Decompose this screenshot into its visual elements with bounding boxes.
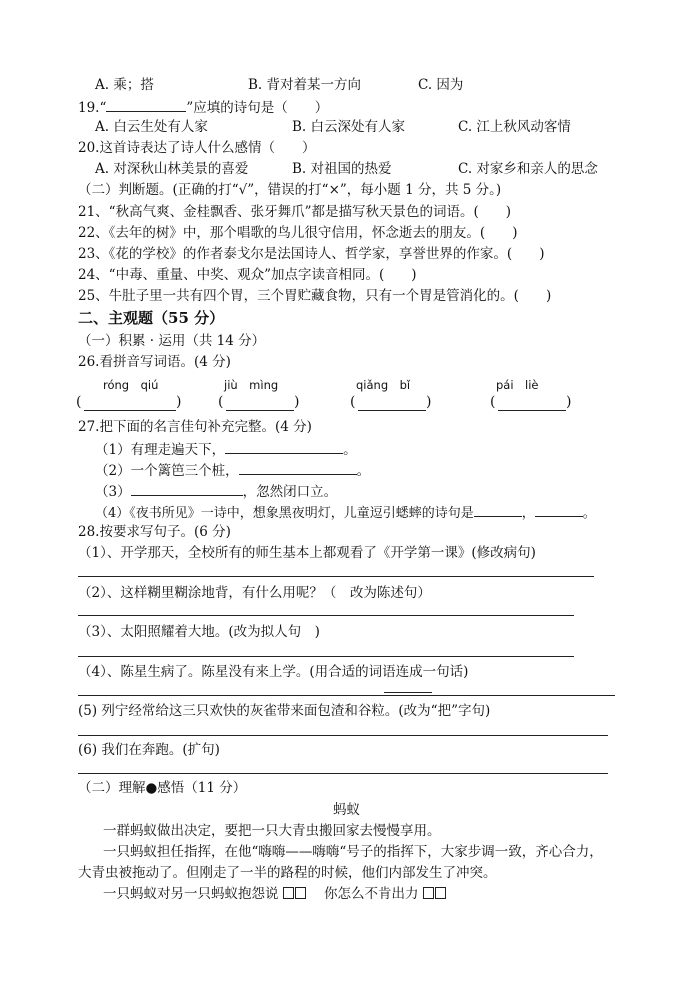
q27-item-2: （2）一个篱笆三个桩， 。 — [95, 460, 370, 480]
q27-4-blank-1[interactable] — [474, 502, 522, 517]
q19-suffix: ”应填的诗句是（ ） — [186, 100, 329, 116]
question-21: 21、“秋高气爽、金桂飘香、张牙舞爪”都是描写秋天景色的词语。( ) — [78, 204, 512, 220]
q19-option-c: C. 江上秋风动客情 — [458, 119, 571, 135]
story-paragraph-3: 一只蚂蚁对另一只蚂蚁抱怨说 你怎么不肯出力 — [103, 885, 447, 903]
missing-glyph-icon — [423, 887, 434, 899]
q28-item-3: （3）、太阳照耀着大地。(改为拟人句 ) — [78, 624, 320, 640]
question-28: 28.按要求写句子。(6 分) — [78, 524, 231, 540]
q28-item-6: (6) 我们在奔跑。(扩句) — [78, 742, 220, 758]
question-23: 23、《花的学校》的作者泰戈尔是法国诗人、哲学家，享誉世界的作家。( ) — [78, 246, 545, 262]
q28-1-answer-line[interactable] — [78, 576, 594, 577]
pinyin-1: róng qiú — [103, 378, 159, 392]
q28-4-answer-line[interactable] — [78, 695, 615, 696]
pinyin-4: pái liè — [496, 378, 539, 392]
q20-option-a: A. 对深秋山林美景的喜爱 — [95, 161, 249, 177]
question-20: 20.这首诗表达了诗人什么感情（ ） — [78, 140, 316, 156]
q20-option-c: C. 对家乡和亲人的思念 — [458, 161, 598, 177]
section-2-title: 二、主观题（55 分） — [78, 309, 225, 327]
missing-glyph-icon — [435, 887, 446, 899]
q19-blank[interactable] — [106, 97, 186, 112]
q28-3-answer-line[interactable] — [78, 656, 574, 657]
missing-glyph-icon — [283, 887, 294, 899]
q28-item-1: （1）、开学那天，全校所有的师生基本上都观看了《开学第一课》(修改病句) — [78, 545, 536, 561]
subsection-2-title: （二）理解●感悟（11 分） — [78, 780, 247, 796]
subsection-1-title: （一）积累 · 运用（共 14 分） — [78, 333, 266, 349]
q28-5-answer-line[interactable] — [78, 735, 608, 736]
story-paragraph-2-line-1: 一只蚂蚁担任指挥，在他“嗨嗨——嗨嗨“号子的指挥下，大家步调一致，齐心合力， — [103, 844, 603, 860]
judge-section-header: （二）判断题。(正确的打“√”，错误的打“×”，每小题 1 分，共 5 分。) — [78, 182, 502, 198]
question-24: 24、“中毒、重量、中奖、观众”加点字读音相同。( ) — [78, 267, 417, 283]
q27-3-blank[interactable] — [131, 481, 243, 496]
q27-1-blank[interactable] — [225, 439, 343, 454]
q28-item-2: （2）、这样糊里糊涂地背，有什么用呢？（ 改为陈述句） — [78, 585, 431, 601]
story-paragraph-1: 一群蚂蚁做出决定，要把一只大青虫搬回家去慢慢享用。 — [103, 823, 441, 839]
question-27: 27.把下面的名言佳句补充完整。(4 分) — [78, 419, 312, 435]
pinyin-2: jiù mìng — [224, 378, 279, 392]
q18-option-a: A. 乘；搭 — [95, 77, 154, 93]
q27-item-3: （3） ，忽然闭口立。 — [95, 481, 337, 501]
missing-glyph-icon — [295, 887, 306, 899]
q27-item-1: （1）有理走遍天下， 。 — [95, 439, 357, 459]
question-25: 25、牛肚子里一共有四个胃，三个胃贮藏食物，只有一个胃是管消化的。( ) — [78, 288, 552, 304]
q28-item-4: （4）、陈星生病了。陈星没有来上学。(用合适的词语连成一句话) — [78, 664, 469, 680]
question-22: 22、《去年的树》中，那个唱歌的鸟儿很守信用，怀念逝去的朋友。( ) — [78, 225, 518, 241]
q18-option-c: C. 因为 — [418, 77, 464, 93]
q28-6-answer-line[interactable] — [78, 773, 608, 774]
q19-option-b: B. 白云深处有人家 — [292, 119, 406, 135]
pinyin-3: qiǎng bǐ — [356, 378, 411, 392]
q19-prefix: 19.“ — [78, 100, 107, 116]
story-title: 蚂蚁 — [333, 802, 360, 818]
q18-option-b: B. 背对着某一方向 — [248, 77, 362, 93]
decorative-dash — [384, 692, 432, 693]
question-19 — [78, 97, 328, 117]
q20-option-b: B. 对祖国的热爱 — [292, 161, 392, 177]
q27-item-4: （4）《夜书所见》一诗中，想象黑夜明灯，儿童逗引蟋蟀的诗句是 ， 。 — [95, 502, 596, 523]
question-26: 26.看拼音写词语。(4 分) — [78, 354, 231, 370]
q28-item-5: (5) 列宁经常给这三只欢快的灰雀带来面包渣和谷粒。(改为“把”字句) — [78, 703, 491, 719]
q19-option-a: A. 白云生处有人家 — [95, 119, 208, 135]
story-paragraph-2-line-2: 大青虫被拖动了。但刚走了一半的路程的时候，他们内部发生了冲突。 — [78, 865, 497, 881]
q27-2-blank[interactable] — [239, 460, 357, 475]
q28-2-answer-line[interactable] — [78, 615, 574, 616]
q27-4-blank-2[interactable] — [535, 502, 583, 517]
